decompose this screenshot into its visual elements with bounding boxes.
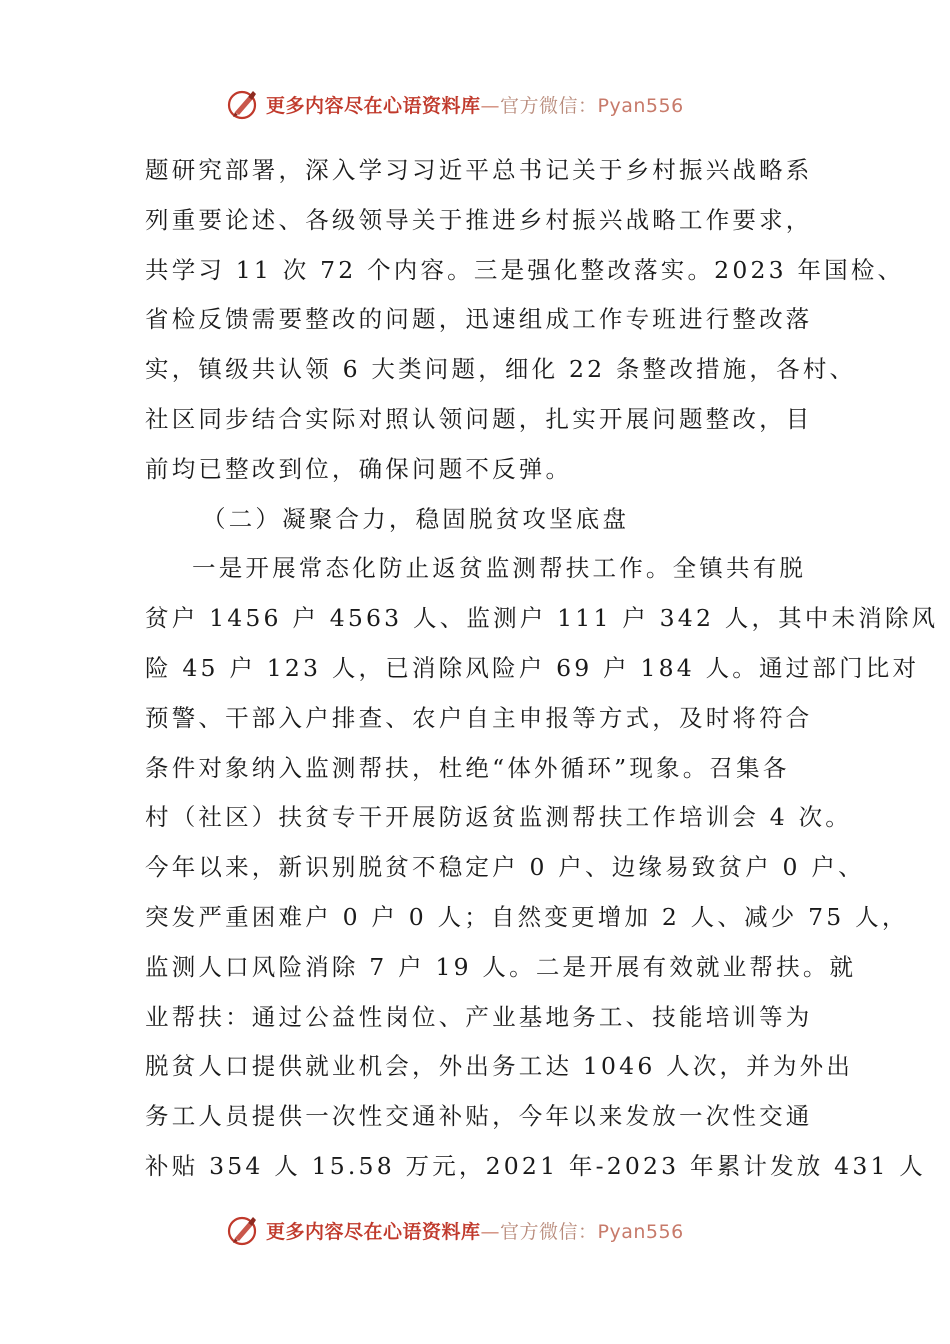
watermark-text (266, 1217, 684, 1244)
watermark-official-label: 官方微信： (500, 1220, 598, 1243)
text-line: 共学习 11 次 72 个内容。三是强化整改落实。2023 年国检、 (145, 255, 905, 284)
text-line: 贫户 1456 户 4563 人、监测户 111 户 342 人，其中未消除风 (145, 604, 939, 633)
document-body (145, 146, 939, 1192)
text-line: 险 45 户 123 人，已消除风险户 69 户 184 人。通过部门比对 (145, 653, 920, 682)
watermark-official-label: 官方微信： (500, 94, 598, 117)
text-line: 前均已整改到位，确保问题不反弹。 (145, 454, 573, 483)
text-line: 务工人员提供一次性交通补贴，今年以来发放一次性交通 (145, 1102, 813, 1131)
text-line: 补贴 354 人 15.58 万元，2021 年-2023 年累计发放 431 人 (145, 1151, 926, 1180)
footer-watermark (226, 1210, 684, 1250)
watermark-separator: — (480, 94, 501, 117)
text-line: 监测人口风险消除 7 户 19 人。二是开展有效就业帮扶。就 (145, 952, 857, 981)
text-line: 实，镇级共认领 6 大类问题，细化 22 条整改措施，各村、 (145, 355, 857, 384)
text-line: 村（社区）扶贫专干开展防返贫监测帮扶工作培训会 4 次。 (145, 803, 852, 832)
pen-logo-icon (226, 1213, 260, 1247)
section-heading: （二）凝聚合力，稳固脱贫攻坚底盘 (202, 504, 630, 533)
text-line: 社区同步结合实际对照认领问题，扎实开展问题整改，目 (145, 404, 813, 433)
watermark-separator: — (480, 1220, 501, 1243)
text-line: 预警、干部入户排查、农户自主申报等方式，及时将符合 (145, 703, 813, 732)
text-line: 业帮扶：通过公益性岗位、产业基地务工、技能培训等为 (145, 1002, 813, 1031)
watermark-brand: 更多内容尽在心语资料库 (266, 1220, 481, 1243)
watermark-account: Pyan556 (597, 1220, 684, 1243)
text-line: 今年以来，新识别脱贫不稳定户 0 户、边缘易致贫户 0 户、 (145, 853, 865, 882)
pen-logo-icon (226, 87, 260, 121)
header-watermark (226, 84, 684, 124)
paragraph-first-line: 一是开展常态化防止返贫监测帮扶工作。全镇共有脱 (192, 554, 807, 583)
text-line: 列重要论述、各级领导关于推进乡村振兴战略工作要求， (145, 205, 813, 234)
watermark-account: Pyan556 (597, 94, 684, 117)
watermark-brand: 更多内容尽在心语资料库 (266, 94, 481, 117)
text-line: 条件对象纳入监测帮扶，杜绝“体外循环”现象。召集各 (145, 753, 790, 782)
text-line: 省检反馈需要整改的问题，迅速组成工作专班进行整改落 (145, 305, 813, 334)
text-line: 突发严重困难户 0 户 0 人；自然变更增加 2 人、减少 75 人， (145, 902, 909, 931)
text-line: 题研究部署，深入学习习近平总书记关于乡村振兴战略系 (145, 156, 813, 184)
watermark-text (266, 91, 684, 118)
text-line: 脱贫人口提供就业机会，外出务工达 1046 人次，并为外出 (145, 1052, 854, 1081)
